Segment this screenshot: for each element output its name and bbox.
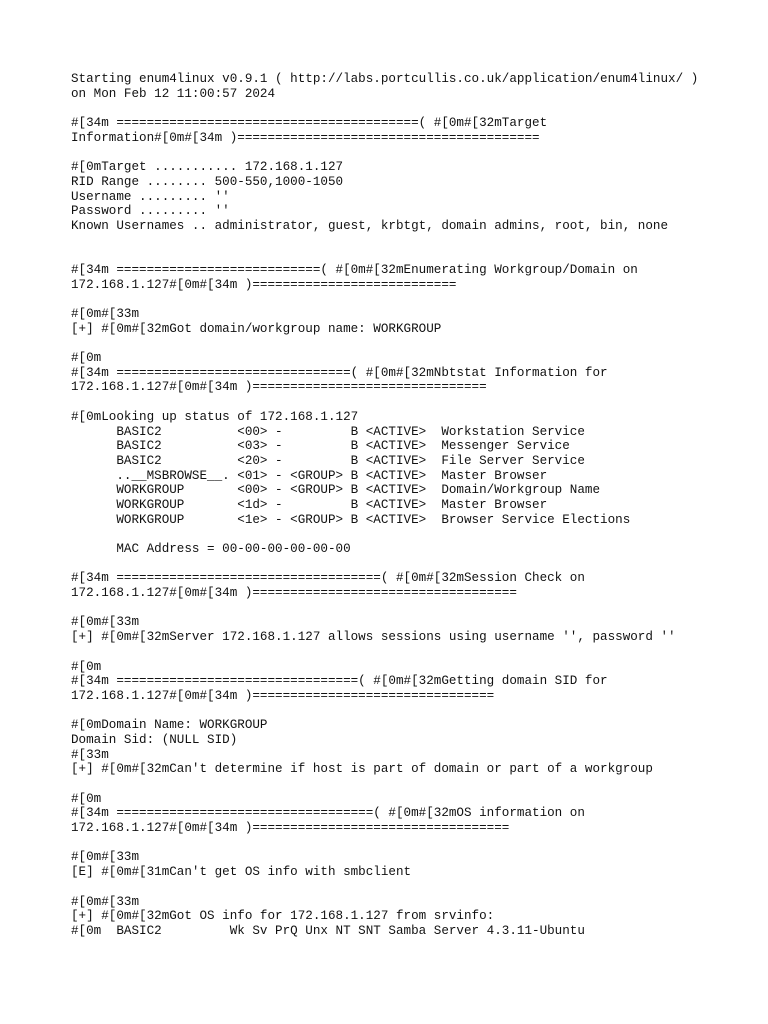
output-line: Password ......... '' — [71, 204, 230, 219]
output-line: [+] #[0m#[32mServer 172.168.1.127 allows sessions using username '', password '' — [71, 630, 676, 645]
output-line: Username ......... '' — [71, 189, 230, 204]
output-line: #[0m#[33m — [71, 894, 140, 909]
output-line: on Mon Feb 12 11:00:57 2024 — [71, 86, 276, 101]
blank-line — [71, 557, 768, 572]
output-line: #[0m#[33m — [71, 850, 140, 865]
blank-line — [71, 777, 768, 792]
output-line: #[0m — [71, 659, 102, 674]
output-line: [+] #[0m#[32mCan't determine if host is part of domain or part of a workgroup — [71, 762, 653, 777]
output-line: 172.168.1.127#[0m#[34m )================================== — [71, 821, 510, 836]
blank-line — [71, 145, 768, 160]
output-line: [E] #[0m#[31mCan't get OS info with smbclient — [71, 865, 412, 880]
output-line: #[0m BASIC2 Wk Sv PrQ Unx NT SNT Samba Server 4.3.11-Ubuntu — [71, 923, 585, 938]
blank-line — [71, 336, 768, 351]
output-line: WORKGROUP <1d> - B <ACTIVE> Master Browser — [71, 497, 548, 512]
output-line: WORKGROUP <1e> - <GROUP> B <ACTIVE> Browser Service Elections — [71, 512, 631, 527]
output-line: #[34m ========================================( #[0m#[32mTarget — [71, 116, 548, 131]
terminal-output-document — [71, 72, 768, 939]
output-line: Starting enum4linux v0.9.1 ( http://labs.portcullis.co.uk/application/enum4linux/ ) — [71, 72, 699, 86]
output-line: #[0mLooking up status of 172.168.1.127 — [71, 409, 359, 424]
blank-line — [71, 248, 768, 263]
output-line: [+] #[0m#[32mGot OS info for 172.168.1.127 from srvinfo: — [71, 909, 495, 924]
output-line: Known Usernames .. administrator, guest, krbtgt, domain admins, root, bin, none — [71, 218, 669, 233]
blank-line — [71, 395, 768, 410]
output-line: #[34m ================================( #[0m#[32mGetting domain SID for — [71, 674, 608, 689]
blank-line — [71, 292, 768, 307]
output-line: #[34m ===============================( #[0m#[32mNbtstat Information for — [71, 365, 608, 380]
output-line: MAC Address = 00-00-00-00-00-00 — [71, 542, 351, 556]
output-line: 172.168.1.127#[0m#[34m )=========================== — [71, 277, 457, 292]
output-line: [+] #[0m#[32mGot domain/workgroup name: WORKGROUP — [71, 321, 442, 336]
output-line: 172.168.1.127#[0m#[34m )=============================== — [71, 380, 487, 395]
output-line: #[33m — [71, 747, 109, 762]
output-line: 172.168.1.127#[0m#[34m )=================================== — [71, 586, 517, 601]
output-line: #[34m ===================================( #[0m#[32mSession Check on — [71, 571, 585, 586]
output-line: #[34m ==================================( #[0m#[32mOS information on — [71, 806, 585, 821]
blank-line — [71, 601, 768, 616]
blank-line — [71, 527, 768, 542]
blank-line — [71, 704, 768, 719]
output-line: BASIC2 <03> - B <ACTIVE> Messenger Service — [71, 439, 570, 454]
output-line: #[0m — [71, 351, 102, 366]
output-line: #[0mDomain Name: WORKGROUP — [71, 718, 268, 733]
output-line: 172.168.1.127#[0m#[34m )================================ — [71, 688, 495, 703]
output-line: ..__MSBROWSE__. <01> - <GROUP> B <ACTIVE> Master Browser — [71, 468, 548, 483]
output-line: Information#[0m#[34m )======================================== — [71, 130, 540, 145]
blank-line — [71, 880, 768, 895]
output-line: #[0m#[33m — [71, 615, 140, 630]
output-line: #[0m — [71, 791, 102, 806]
output-line: #[0m#[33m — [71, 307, 140, 321]
output-line: BASIC2 <00> - B <ACTIVE> Workstation Service — [71, 424, 585, 439]
output-line: BASIC2 <20> - B <ACTIVE> File Server Service — [71, 453, 585, 468]
output-line: #[34m ===========================( #[0m#[32mEnumerating Workgroup/Domain on — [71, 262, 638, 277]
output-line: WORKGROUP <00> - <GROUP> B <ACTIVE> Domain/Workgroup Name — [71, 483, 601, 498]
output-line: Domain Sid: (NULL SID) — [71, 732, 238, 747]
blank-line — [71, 101, 768, 116]
blank-line — [71, 836, 768, 851]
output-line: RID Range ........ 500-550,1000-1050 — [71, 174, 344, 189]
blank-line — [71, 645, 768, 660]
blank-line — [71, 234, 768, 249]
output-line: #[0mTarget ........... 172.168.1.127 — [71, 160, 344, 175]
